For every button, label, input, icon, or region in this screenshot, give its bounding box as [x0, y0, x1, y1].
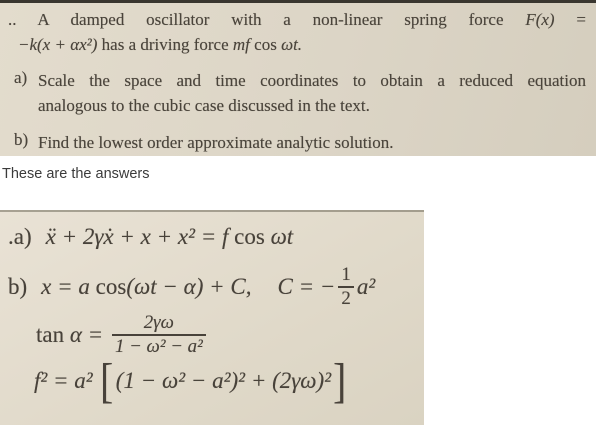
problem-part-b [8, 130, 586, 155]
spring-force-expression: −k(x + αx²) [18, 35, 98, 54]
problem-line1-math: F(x) [525, 10, 555, 29]
fraction-numerator: 1 [341, 264, 351, 285]
constant-c-lhs: C = − [277, 273, 336, 299]
caption-text: These are the answers [2, 166, 150, 182]
answer-a-label: .a) [8, 224, 32, 249]
tan-alpha-fraction [112, 312, 206, 357]
answers-photo [0, 210, 424, 425]
driving-force-wt: ωt. [276, 35, 303, 54]
part-b-text: Find the lowest order approximate analytic solution. [38, 133, 394, 152]
problem-line-2 [18, 34, 586, 56]
fraction-numerator: 2γω [143, 312, 174, 333]
cos-function: cos [254, 35, 277, 54]
cos-function: cos [95, 273, 127, 299]
answer-b-x-equation-tail: (ωt − α) + C, [126, 273, 252, 299]
open-bracket: [ [100, 353, 114, 408]
f-squared-inner: (1 − ω² − a²)² + (2γω)² [115, 368, 332, 393]
close-bracket: ] [333, 353, 347, 408]
tan-alpha-lhs: α = [64, 321, 109, 347]
answer-a-equation-tail: ωt [264, 224, 294, 249]
constant-c-rhs: a² [356, 273, 376, 299]
part-a-body [38, 68, 586, 118]
problem-part-a [8, 68, 586, 118]
part-b-label: b) [14, 130, 29, 149]
problem-line-1 [8, 9, 586, 31]
answer-b-x-equation: x = a [41, 273, 96, 299]
answer-b-label: b) [8, 273, 28, 299]
cos-function: cos [234, 224, 265, 249]
answer-line-a [8, 224, 293, 250]
fraction-denominator: 2 [338, 286, 353, 310]
problem-line2-text: has a driving force [97, 35, 233, 54]
answer-line-b [8, 264, 375, 309]
answer-a-equation: ẍ + 2γẋ + x + x² = f [45, 224, 235, 249]
part-a-line2: analogous to the cubic case discussed in the text. [38, 96, 370, 115]
driving-force-mf: mf [232, 35, 255, 54]
answer-line-tan [36, 312, 209, 357]
problem-line1-text: A damped oscillator with a non-linear spring force [37, 10, 504, 29]
part-a-line1: Scale the space and time coordinates to obtain a reduced equation [38, 71, 586, 90]
fraction-denominator: 1 − ω² − a² [112, 334, 206, 358]
tan-function: tan [36, 321, 65, 347]
problem-photo [0, 0, 596, 156]
part-a-label: a) [14, 68, 28, 87]
one-half-fraction [338, 264, 353, 309]
problem-number-dots: .. [8, 10, 17, 29]
problem-line1-equals: = [576, 10, 586, 29]
part-b-body [38, 130, 586, 155]
f-squared-lhs: f² = a² [34, 368, 99, 393]
answer-line-f [34, 353, 348, 408]
